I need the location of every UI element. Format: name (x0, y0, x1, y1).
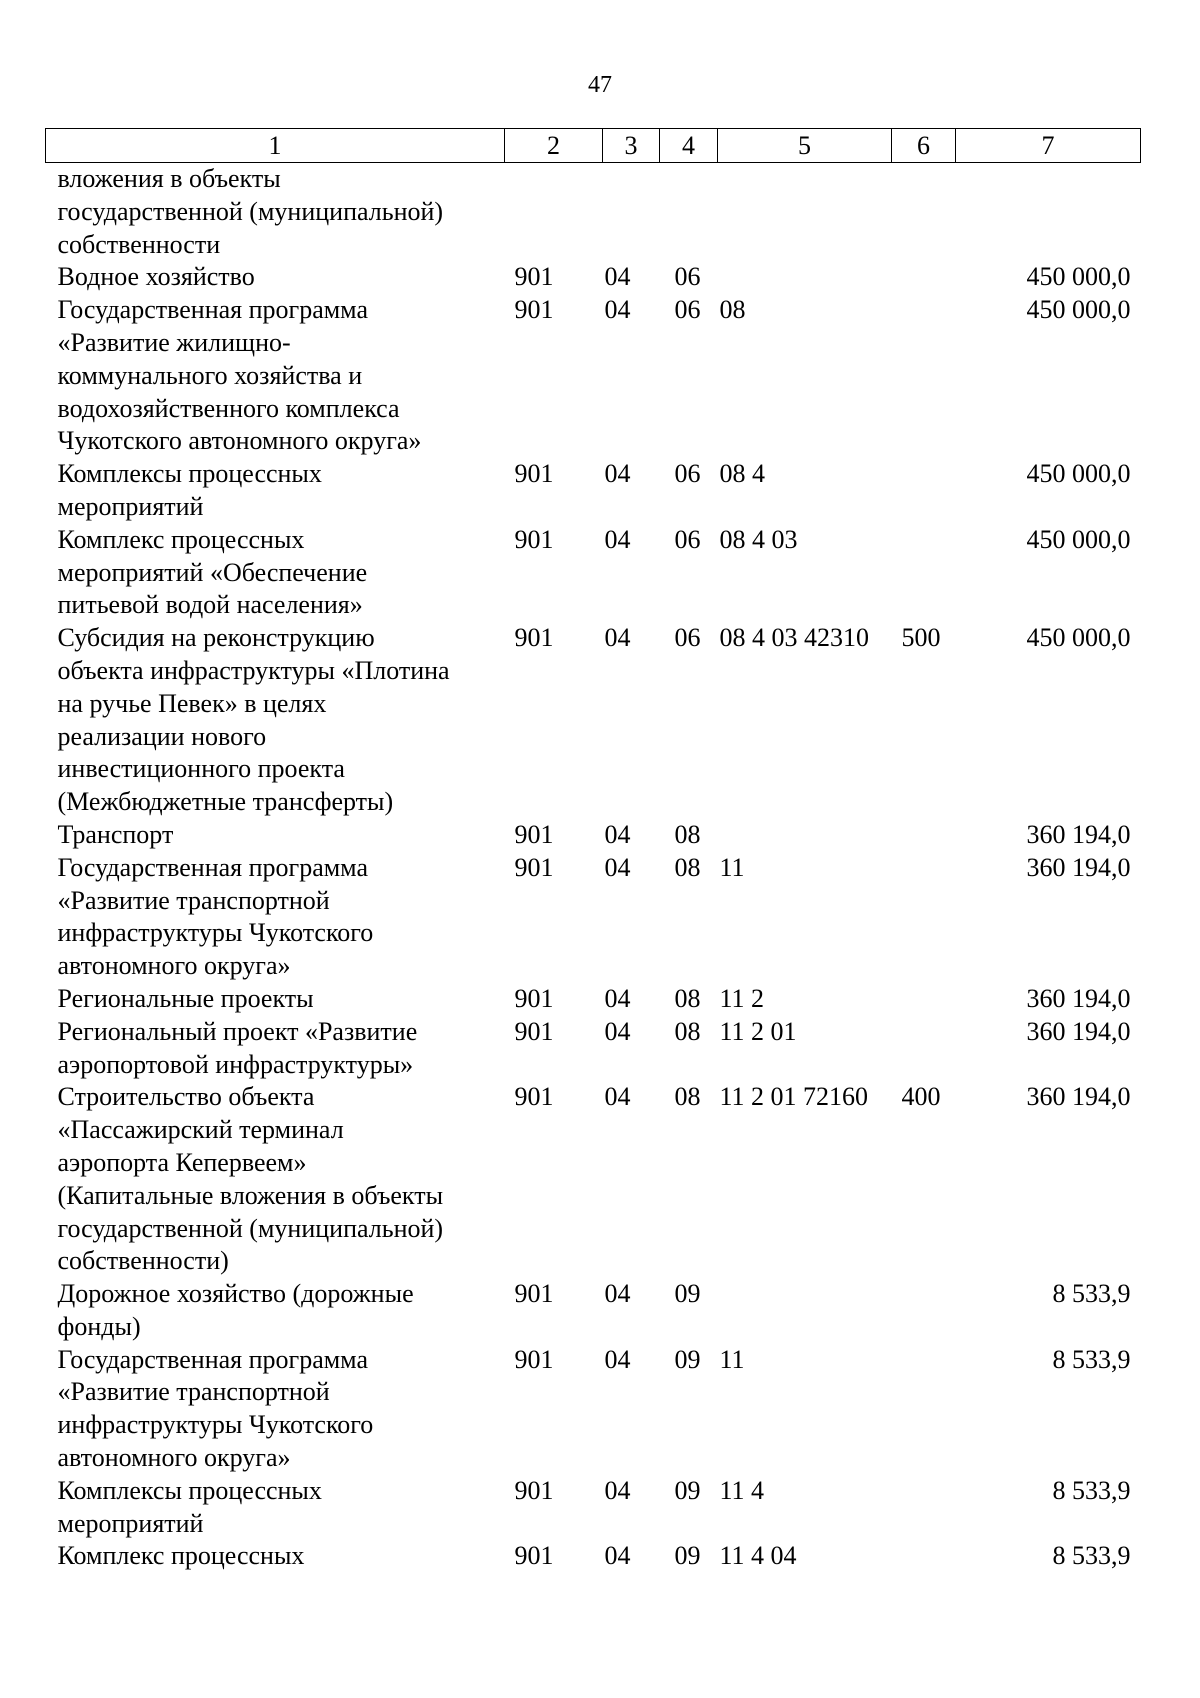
row-name: Субсидия на реконструкцию объекта инфраструктуры «Плотина на ручье Певек» в целях реализации нового инвестиционного проекта (Межбюджетные трансферты) (57, 623, 450, 817)
row-amount: 360 194,0 (1026, 852, 1131, 882)
table-header (46, 129, 1141, 163)
row-section: 04 (604, 819, 631, 849)
row-target-article: 11 4 (719, 1475, 765, 1505)
table-row (46, 622, 1141, 819)
row-target-article: 11 4 04 (719, 1541, 797, 1571)
row-subsection: 08 (674, 983, 701, 1013)
row-admin-code: 901 (514, 819, 554, 849)
row-section: 04 (604, 983, 631, 1013)
row-admin-code: 901 (514, 1279, 554, 1309)
row-name: Дорожное хозяйство (дорожные фонды) (57, 1279, 414, 1341)
row-section: 04 (604, 459, 631, 489)
row-expense-type (892, 163, 956, 262)
row-subsection: 06 (674, 262, 701, 292)
row-subsection: 09 (674, 1475, 701, 1505)
row-amount: 360 194,0 (1026, 819, 1131, 849)
table-row (46, 1344, 1141, 1475)
row-target-article: 08 4 03 (719, 524, 798, 554)
row-name: Строительство объекта «Пассажирский терминал аэропорта Кепервеем» (Капитальные вложения в объекты государственной (муниципальной) собственности) (57, 1082, 444, 1276)
row-expense-type (892, 1475, 956, 1541)
row-expense-type (892, 852, 956, 983)
row-admin-code: 901 (514, 524, 554, 554)
row-amount: 450 000,0 (1026, 524, 1131, 554)
header-col-3: 3 (603, 129, 660, 163)
table-row (46, 261, 1141, 294)
row-expense-type (892, 819, 956, 852)
row-section: 04 (604, 295, 631, 325)
row-name: Комплекс процессных (57, 1541, 305, 1571)
row-admin-code: 901 (514, 262, 554, 292)
row-name: Комплекс процессных мероприятий «Обеспечение питьевой водой населения» (57, 524, 368, 620)
row-expense-type (892, 294, 956, 458)
row-admin-code: 901 (514, 1082, 554, 1112)
table-row (46, 1475, 1141, 1541)
row-amount: 360 194,0 (1026, 983, 1131, 1013)
row-expense-type (892, 1344, 956, 1475)
row-subsection: 08 (674, 852, 701, 882)
table-row (46, 852, 1141, 983)
row-target-article: 08 4 03 42310 (719, 623, 869, 653)
row-subsection: 06 (674, 524, 701, 554)
table-row (46, 983, 1141, 1016)
row-admin-code: 901 (514, 983, 554, 1013)
page-number: 47 (588, 72, 612, 98)
row-target-article (718, 261, 892, 294)
row-expense-type (892, 983, 956, 1016)
row-admin-code: 901 (514, 1016, 554, 1046)
row-admin-code: 901 (514, 295, 554, 325)
row-name: Транспорт (57, 819, 174, 849)
row-name: Государственная программа «Развитие жилищно- коммунального хозяйства и водохозяйственного комплекса Чукотского автономного округа» (57, 295, 422, 456)
row-target-article (718, 1278, 892, 1344)
row-subsection (660, 163, 718, 262)
header-col-1: 1 (46, 129, 505, 163)
row-expense-type: 400 (901, 1082, 941, 1112)
table-row (46, 1278, 1141, 1344)
row-section: 04 (604, 1344, 631, 1374)
table-row (46, 458, 1141, 524)
header-col-2: 2 (505, 129, 603, 163)
row-amount: 8 533,9 (1052, 1475, 1131, 1505)
row-target-article (718, 819, 892, 852)
row-name: Государственная программа «Развитие транспортной инфраструктуры Чукотского автономного округа» (57, 1344, 374, 1473)
row-target-article: 11 (719, 852, 745, 882)
row-target-article: 11 2 01 (719, 1016, 797, 1046)
row-name: Региональные проекты (57, 983, 314, 1013)
row-name: Государственная программа «Развитие транспортной инфраструктуры Чукотского автономного округа» (57, 852, 374, 981)
row-target-article: 11 2 01 72160 (719, 1082, 869, 1112)
row-name: вложения в объекты государственной (муниципальной) собственности (57, 164, 444, 259)
row-subsection: 06 (674, 295, 701, 325)
budget-table (45, 128, 1141, 1573)
row-section: 04 (604, 524, 631, 554)
row-amount: 450 000,0 (1026, 623, 1131, 653)
row-admin-code: 901 (514, 623, 554, 653)
row-subsection: 09 (674, 1541, 701, 1571)
row-expense-type (892, 458, 956, 524)
row-amount: 450 000,0 (1026, 295, 1131, 325)
row-name: Комплексы процессных мероприятий (57, 459, 322, 521)
header-row (46, 129, 1141, 163)
table-row (46, 819, 1141, 852)
row-section: 04 (604, 1279, 631, 1309)
row-expense-type (892, 1278, 956, 1344)
row-admin-code: 901 (514, 1344, 554, 1374)
table-row (46, 1081, 1141, 1278)
row-amount: 360 194,0 (1026, 1082, 1131, 1112)
row-section: 04 (604, 262, 631, 292)
row-amount: 8 533,9 (1052, 1541, 1131, 1571)
row-target-article (718, 163, 892, 262)
row-section: 04 (604, 1541, 631, 1571)
row-name: Региональный проект «Развитие аэропортовой инфраструктуры» (57, 1016, 418, 1079)
table-row (46, 294, 1141, 458)
header-col-7: 7 (956, 129, 1141, 163)
row-subsection: 08 (674, 1082, 701, 1112)
row-expense-type (892, 524, 956, 622)
row-admin-code: 901 (514, 1541, 554, 1571)
row-section (603, 163, 660, 262)
row-expense-type (892, 1016, 956, 1082)
row-target-article: 08 4 (719, 459, 765, 489)
row-target-article: 08 (719, 295, 746, 325)
row-amount: 360 194,0 (1026, 1016, 1131, 1046)
row-section: 04 (604, 1082, 631, 1112)
row-subsection: 08 (674, 819, 701, 849)
row-subsection: 06 (674, 459, 701, 489)
table-body (46, 163, 1141, 1574)
row-name: Водное хозяйство (57, 262, 255, 292)
row-section: 04 (604, 1475, 631, 1505)
row-target-article: 11 2 (719, 983, 765, 1013)
row-subsection: 08 (674, 1016, 701, 1046)
table-row (46, 1016, 1141, 1082)
row-subsection: 09 (674, 1279, 701, 1309)
row-amount: 450 000,0 (1026, 459, 1131, 489)
row-amount: 8 533,9 (1052, 1279, 1131, 1309)
row-expense-type: 500 (901, 623, 941, 653)
row-subsection: 09 (674, 1344, 701, 1374)
table-row (46, 163, 1141, 262)
row-name: Комплексы процессных мероприятий (57, 1475, 322, 1538)
row-target-article: 11 (719, 1344, 745, 1374)
row-section: 04 (604, 623, 631, 653)
row-admin-code: 901 (514, 459, 554, 489)
header-col-5: 5 (718, 129, 892, 163)
row-section: 04 (604, 852, 631, 882)
header-col-4: 4 (660, 129, 718, 163)
row-amount (956, 163, 1141, 262)
row-expense-type (892, 1540, 956, 1573)
row-expense-type (892, 261, 956, 294)
header-col-6: 6 (892, 129, 956, 163)
row-amount: 8 533,9 (1052, 1344, 1131, 1374)
row-subsection: 06 (674, 623, 701, 653)
table-row (46, 1540, 1141, 1573)
row-admin-code: 901 (514, 852, 554, 882)
row-section: 04 (604, 1016, 631, 1046)
table-row (46, 524, 1141, 622)
row-admin-code: 901 (514, 1475, 554, 1505)
row-admin-code (505, 163, 603, 262)
row-amount: 450 000,0 (1026, 262, 1131, 292)
